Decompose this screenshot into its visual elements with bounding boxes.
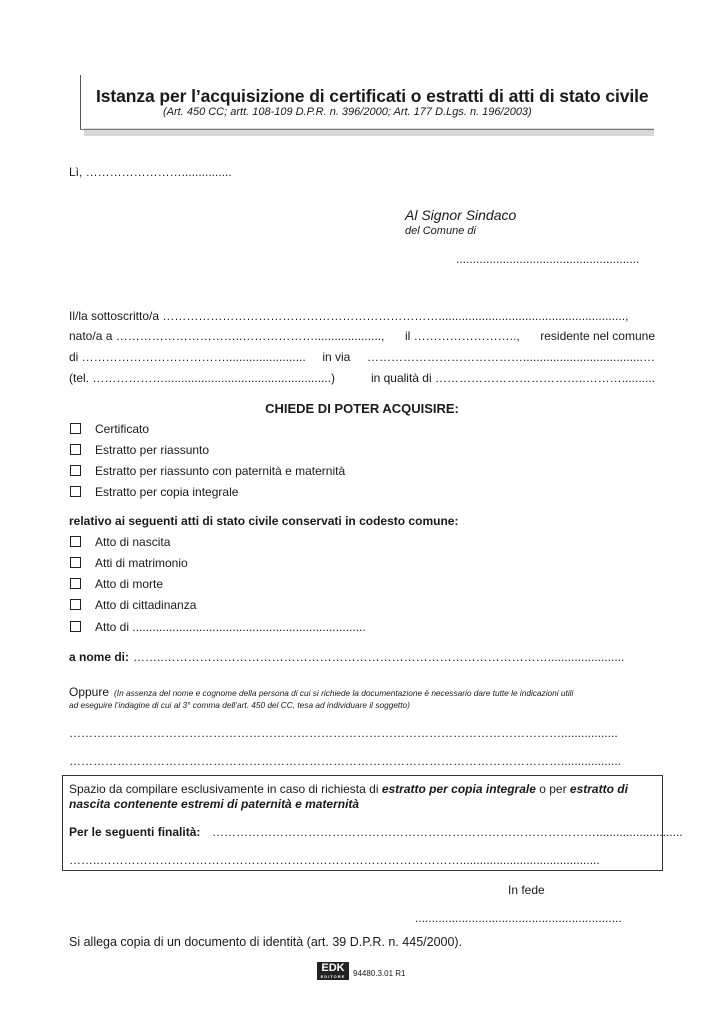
recipient-comune-label: del Comune di [405,225,476,237]
place-date-field[interactable]: Lì, ……………………............... [69,165,232,179]
checkbox-atto-cittadinanza[interactable] [70,599,81,610]
signature-field[interactable]: .............................................................. [415,911,622,925]
label-atto-cittadinanza: Atto di cittadinanza [95,598,197,612]
purpose-field[interactable]: …………………………………………………………………………………….......................... [212,825,683,839]
logo-text: EDK [321,962,345,974]
recipient-title: Al Signor Sindaco [405,207,517,223]
name-field[interactable]: ……..……………………………………………………………………………………....................... [133,650,625,664]
publisher-logo [317,962,349,980]
label-atti-matrimonio: Atti di matrimonio [95,556,188,570]
label-copia-integrale: Estratto per copia integrale [95,485,239,499]
form-code: 94480.3.01 R1 [353,969,406,978]
box-intro-line2: nascita contenente estremi di paternità e maternità [69,797,360,811]
checkbox-estratto-riassunto[interactable] [70,444,81,455]
form-title: Istanza per l’acquisizione di certificati o estratti di atti di stato civile [96,86,649,106]
birthplace-field[interactable]: nato/a a …………………………..………………...................., [69,329,385,343]
checkbox-atto-nascita[interactable] [70,536,81,547]
recipient-comune-field[interactable]: ....................................................... [456,252,640,266]
capacity-field[interactable]: in qualità di ………………………………..……….......... [370,371,655,385]
label-estratto-riassunto: Estratto per riassunto [95,443,210,457]
box-intro-c: o per [535,782,570,796]
street-field[interactable]: …………………………………....................................… [366,350,655,364]
applicant-name-field[interactable]: Il/la sottoscritto/a ……………………………………………………………........................................................, [69,309,629,323]
checkbox-atto-altro[interactable] [70,621,81,632]
applicant-row-address [69,350,655,364]
attachment-note: Si allega copia di un documento di identità (art. 39 D.P.R. n. 445/2000). [69,935,463,949]
street-label: in via [322,350,351,364]
label-estratto-paternita: Estratto per riassunto con paternità e maternità [95,464,346,478]
box-intro-a: Spazio da compilare esclusivamente in caso di richiesta di [69,782,382,796]
form-subtitle: (Art. 450 CC; artt. 108-109 D.P.R. n. 396/2000; Art. 177 D.Lgs. n. 196/2003) [163,106,532,118]
checkbox-estratto-paternita[interactable] [70,465,81,476]
in-fede: In fede [508,883,545,897]
acts-heading: relativo ai seguenti atti di stato civile conservati in codesto comune: [69,514,459,528]
oppure-note-2: ad eseguire l’indagine di cui al 3° comma dell’art. 450 del CC, tesa ad individuare il soggetto) [69,700,410,710]
checkbox-atti-matrimonio[interactable] [70,557,81,568]
oppure-field-1[interactable]: ……………………………………………………………………………………………………………................. [69,726,618,740]
request-heading: CHIEDE DI POTER ACQUISIRE: [265,401,459,416]
box-intro-d: estratto di [569,782,628,796]
phone-field[interactable]: (tel. ………………..................................................) [69,371,336,385]
label-certificato: Certificato [95,422,150,436]
purpose-field-2[interactable]: ……..……………………………………………………………………………….......................................... [69,853,600,867]
checkbox-atto-morte[interactable] [70,578,81,589]
logo-sub: EDITORE [320,974,346,979]
residence-comune-field[interactable]: di ………………………………........................ [69,350,306,364]
box-intro [69,782,628,796]
name-label: a nome di: [69,650,130,664]
checkbox-certificato[interactable] [70,423,81,434]
label-atto-altro[interactable]: Atto di ...................................................................... [95,620,366,634]
oppure-label: Oppure [69,685,110,699]
applicant-row-phone [69,371,655,385]
label-atto-nascita: Atto di nascita [95,535,171,549]
oppure-field-2[interactable]: …………………………………………………………………………………………………………….................. [69,754,622,768]
box-intro-b: estratto per copia integrale [381,782,536,796]
residence-label: residente nel comune [540,329,655,343]
header-left-rule [80,75,81,130]
checkbox-copia-integrale[interactable] [70,486,81,497]
applicant-row-birth [69,329,655,343]
label-atto-morte: Atto di morte [95,577,164,591]
header-bottom-rule [80,129,654,130]
oppure-note-1: (In assenza del nome e cognome della persona di cui si richiede la documentazione è necessario dare tutte le indicazioni utili [114,688,574,698]
birthdate-field[interactable]: il …………………….., [404,329,520,343]
purpose-label: Per le seguenti finalità: [69,825,201,839]
